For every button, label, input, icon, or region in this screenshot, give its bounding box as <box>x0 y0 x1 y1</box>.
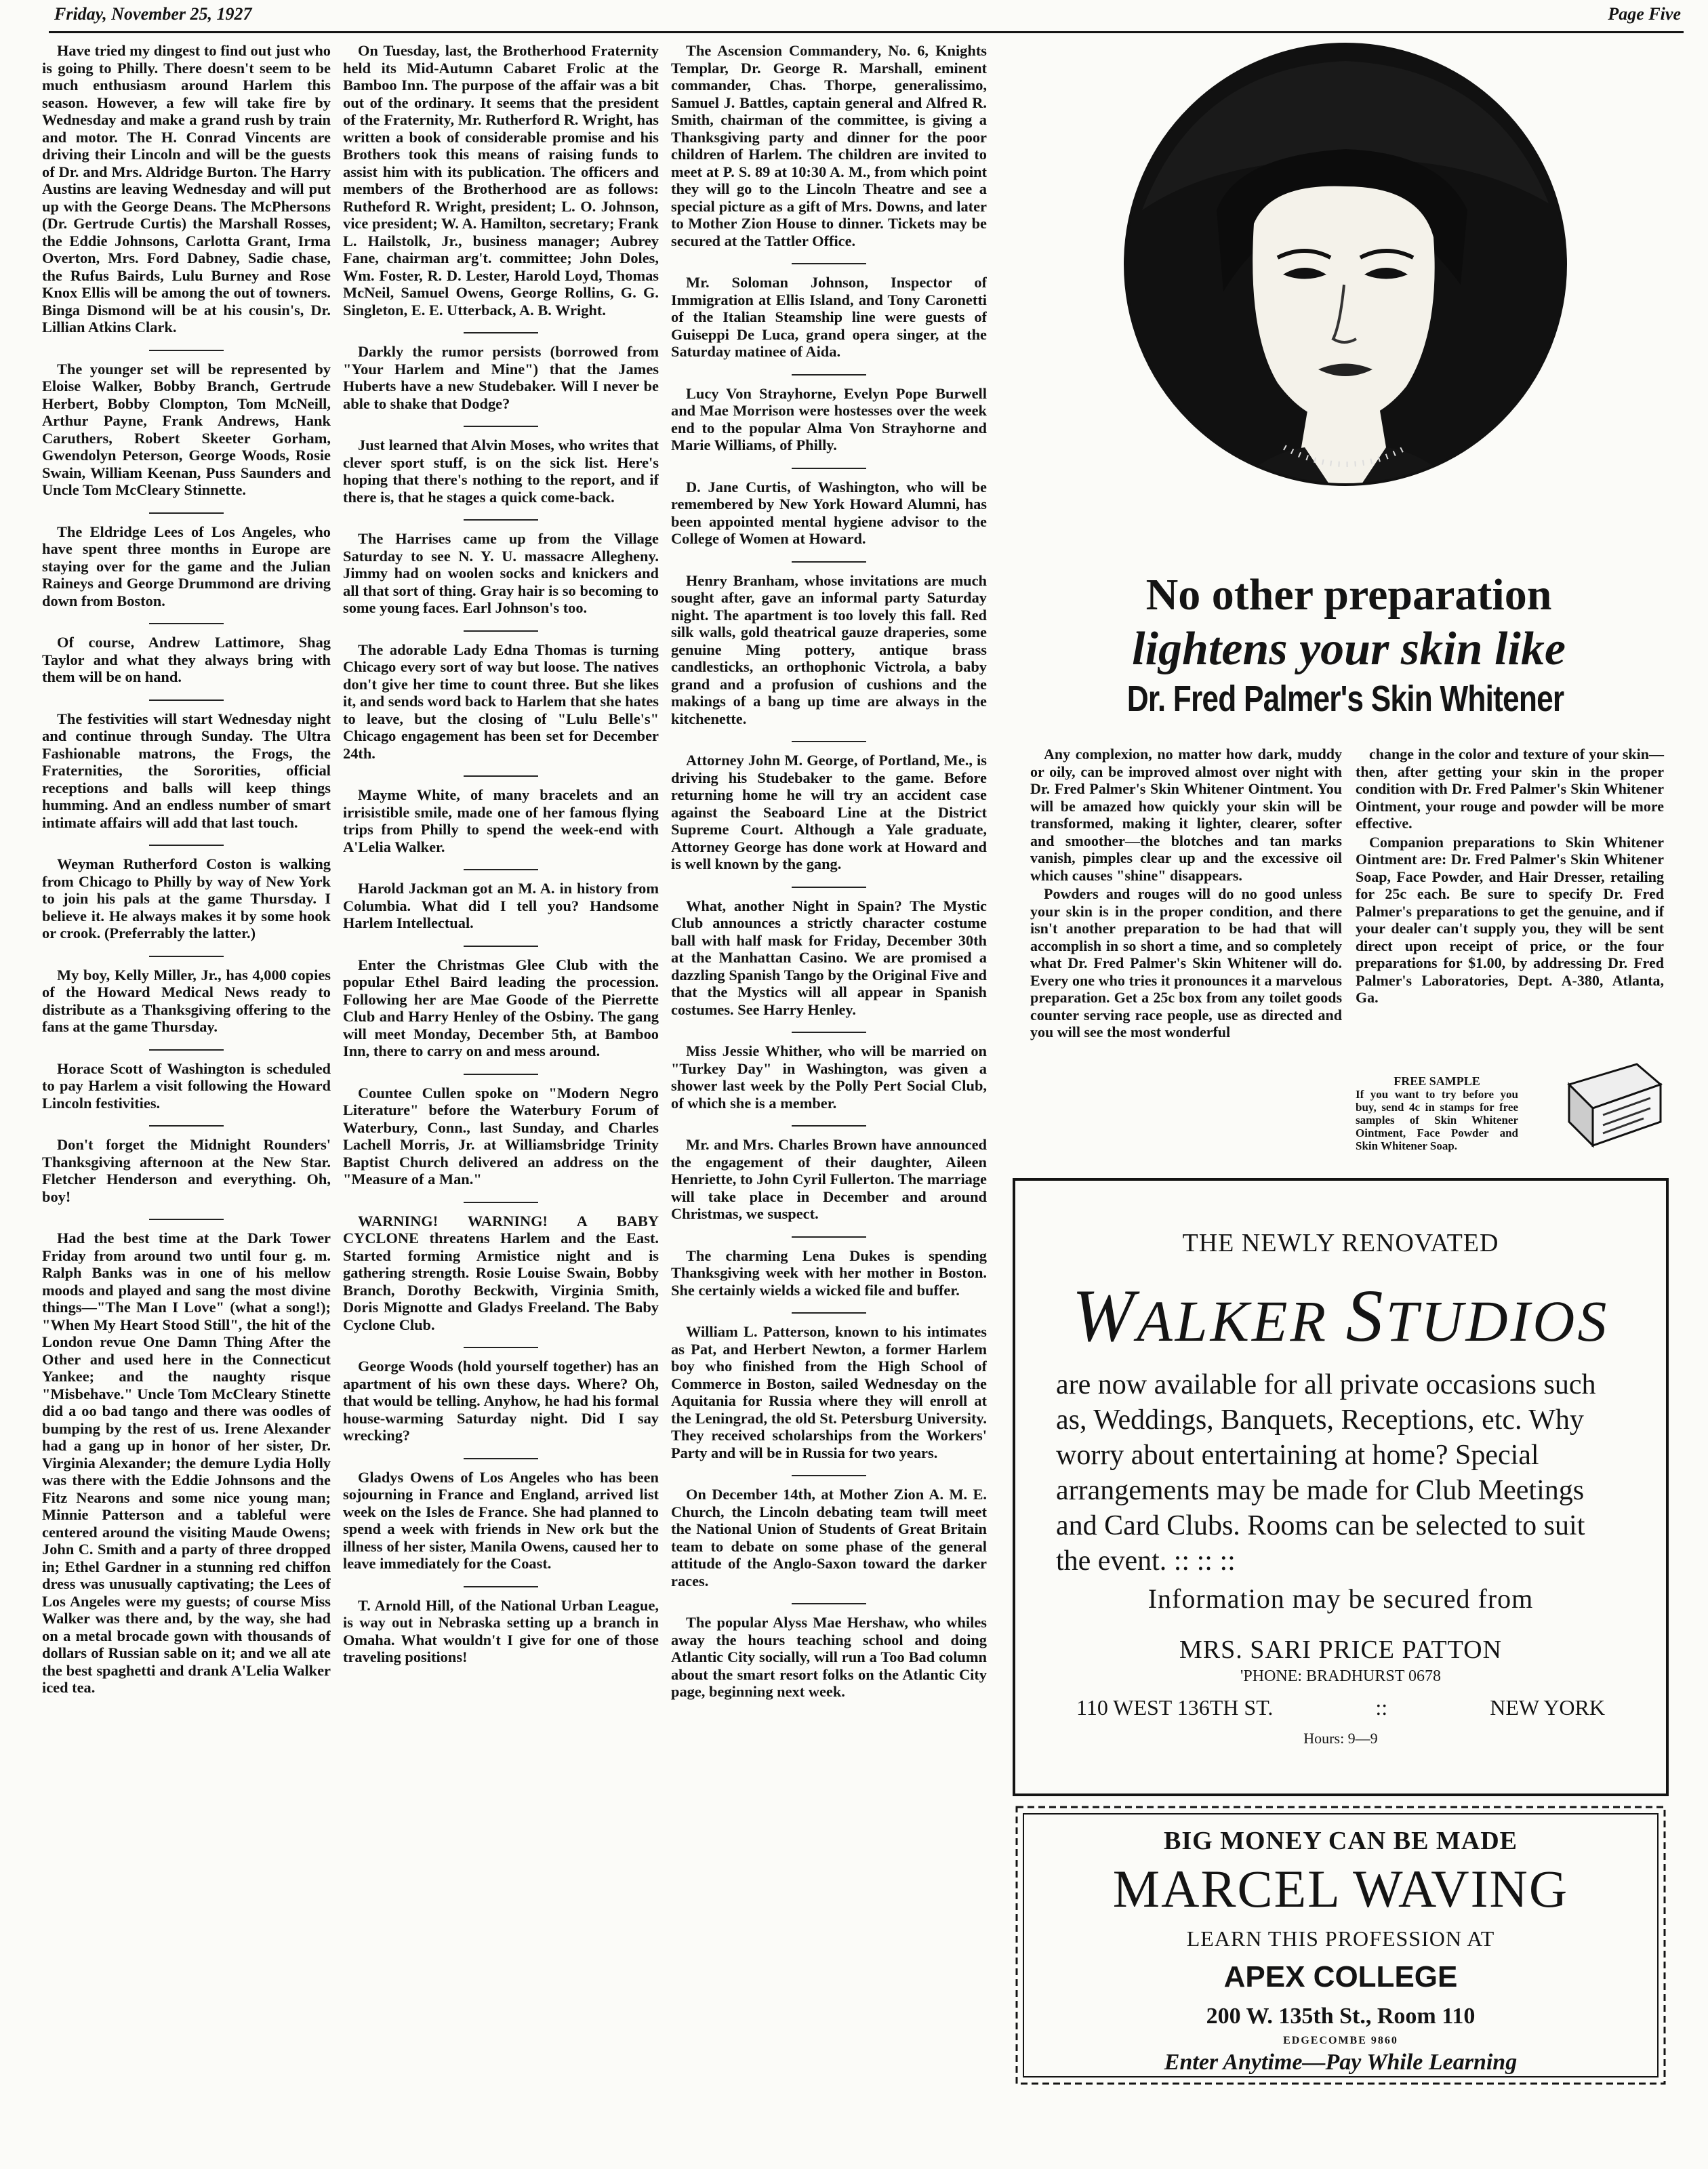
column-item: Weyman Rutherford Coston is walking from Chicago to Philly by way of New York to join his pals at the game Thursday. I believe it. He always makes it by some hook or crook. (Preferrably the latter.) <box>42 855 331 941</box>
item-separator <box>792 468 866 469</box>
name-part: ALKER <box>1137 1289 1346 1354</box>
ad-paragraph: Companion preparations to Skin Whitener Ointment are: Dr. Fred Palmer's Skin Whitener Soap, Face Powder, and Hair Dresser, retailing for 25c each. Be sure to specify Dr. Fred Palmer's preparations to get the genuine, and if your dealer can't supply you, they will be sent direct upon receipt of price, or the four preparations for $1.00, by addressing Dr. Fred Palmer's Laboratories, Dept. A-380, Atlanta, Ga. <box>1356 833 1664 1006</box>
ad-body-right <box>1356 746 1664 1152</box>
woman-portrait-illustration <box>1115 41 1576 529</box>
column-item: Gladys Owens of Los Angeles who has been sojourning in France and England, arrived list week on the Isles de France. She had planned to spend a week with friends in New ork but the illness of her sister, Manila Owens, caused her to leave immediately for the Coast. <box>343 1468 659 1572</box>
item-separator <box>792 1236 866 1238</box>
ad-walker-body: are now available for all private occasions such as, Weddings, Banquets, Receptions, etc. Why worry about entertaining at home? Special arrangements may be made for Club Meetings and Card Clubs. Rooms can be selected to suit the event. :: :: :: <box>1056 1369 1596 1577</box>
column-item: Lucy Von Strayhorne, Evelyn Pope Burwell and Mae Morrison were hostesses over the week end to the popular Alma Von Strayhorne and Marie Williams, of Philly. <box>671 384 987 453</box>
ad-marcel-line7: Enter Anytime—Pay While Learning <box>1164 2050 1518 2075</box>
ad-headline-1: No other preparation <box>1145 570 1552 620</box>
column-item: Mayme White, of many bracelets and an irrisistible smile, made one of her famous flying trips from Philly to spend the week-end with A'Lelia Walker. <box>343 786 659 855</box>
item-separator <box>464 775 538 777</box>
ad-walker-name <box>1015 1273 1666 1359</box>
free-sample-box <box>1356 1075 1518 1152</box>
item-separator <box>464 426 538 427</box>
item-separator <box>464 332 538 333</box>
column-item: Darkly the rumor persists (borrowed from "Your Harlem and Mine") that the James Huberts have a new Studebaker. Will I never be able to shake that Dodge? <box>343 343 659 412</box>
item-separator <box>792 263 866 264</box>
item-separator <box>792 741 866 742</box>
column-item: Had the best time at the Dark Tower Friday from around two until four g. m. Ralph Banks was in one of his mellow moods and played and sang the most divine things—"The Man I Love" (what a song!); "When My Heart Stood Still", the hit of the London revue One Damn Thing After the Other and used here in the Connecticut Yankee; and the naughty risque "Misbehave." Uncle Tom McCleary Stinette did a oo bad tango and there was oodles of bumping by the rest of us. Irene Alexander had a gang up in honor of her sister, Dr. Virginia Alexander; the demure Lydia Holly was there with the Eddie Johnsons and the Fitz Nearons and some nice young man; Minnie Patterson and a tableful were centered around the visiting Maude Owens; John C. Smith and a party of three dropped in; Ethel Gardner in a stunning red chiffon dress was unusually captivating; the Lees of Los Angeles were my guests; of course Miss Walker was there and, by the way, she had on a metal brocade gown with thousands of dollars of Russian sable on it; and we all ate the best spaghetti and drank A'Lelia Walker iced tea. <box>42 1230 331 1696</box>
column-item: The popular Alyss Mae Hershaw, who whiles away the hours teaching school and doing Atlantic City socially, will run a Too Bad column about the smart resort folks on the Atlantic City page, beginning next week. <box>671 1614 987 1700</box>
ad-paragraph: Powders and rouges will do no good unless your skin is in the proper condition, and there isn't another preparation to be had that will accomplish in so short a time, and so completely what Dr. Fred Palmer's Skin Whitener will do. Every one who tries it pronounces it a marvelous preparation. Get a 25c box from any toilet goods counter serving race people, use as directed and you will see the most wonderful <box>1030 885 1342 1040</box>
item-separator <box>149 512 224 514</box>
free-sample-text: If you want to try before you buy, send 4c in stamps for free samples of Skin Whitener Ointment, Face Powder and Skin Whitener Soap. <box>1356 1088 1518 1152</box>
ad-walker-contact: MRS. SARI PRICE PATTON <box>1179 1636 1503 1664</box>
item-separator <box>792 1312 866 1314</box>
ad-walker-address-row <box>1015 1695 1666 1720</box>
item-separator <box>464 1347 538 1348</box>
ad-walker-hours: Hours: 9—9 <box>1303 1730 1378 1747</box>
page-date: Friday, November 25, 1927 <box>54 4 252 24</box>
product-box-icon <box>1562 1057 1664 1152</box>
walker-studios-ad <box>1013 1178 1669 1796</box>
column-item: My boy, Kelly Miller, Jr., has 4,000 copies of the Howard Medical News ready to distribute as a Thanksgiving offering to the fans at the game Thursday. <box>42 966 331 1035</box>
item-separator <box>792 887 866 888</box>
ad-body-left <box>1030 746 1342 1042</box>
item-separator <box>792 1032 866 1033</box>
item-separator <box>792 374 866 376</box>
ad-marcel-line2: MARCEL WAVING <box>1112 1859 1569 1918</box>
column-item: Miss Jessie Whither, who will be married on "Turkey Day" in Washington, was given a shower last week by the Polly Pert Social Club, of which she is a member. <box>671 1042 987 1112</box>
column-item: WARNING! WARNING! A BABY CYCLONE threatens Harlem and the East. Started forming Armistice night and is gathering strength. Rosie Louise Swain, Bobby Branch, Dorothy Beckwith, Virginia Smith, Doris Mignotte and Gladys Freeland. The Baby Cyclone Club. <box>343 1212 659 1333</box>
ad-walker-sep: :: <box>1375 1695 1388 1720</box>
column-item: The charming Lena Dukes is spending Thanksgiving week with her mother in Boston. She certainly wields a wicked file and buffer. <box>671 1246 987 1299</box>
column-item: The Harrises came up from the Village Saturday to see N. Y. U. massacre Allegheny. Jimmy had on woolen socks and knickers and all that sort of thing. Gray hair is so becoming to some young faces. Earl Johnson's too. <box>343 530 659 616</box>
column-1 <box>42 42 331 2143</box>
ad-marcel-line4: APEX COLLEGE <box>1223 1960 1458 1993</box>
ad-walker-top: THE NEWLY RENOVATED <box>1182 1229 1499 1257</box>
column-item: Enter the Christmas Glee Club with the popular Ethel Baird leading the procession. Following her are Mae Goode of the Pierrette Club and Harry Henley of the Osbiny. The gang will meet Monday, December 5th, at Bamboo Inn, there to carry on and mess around. <box>343 956 659 1059</box>
column-item: The adorable Lady Edna Thomas is turning Chicago every sort of way but loose. The natives don't give her time to count three. But she likes it, and sends word back to Harlem that she hates to leave, but the closing of "Lulu Belle's" Chicago engagement has been set for December 24th. <box>343 641 659 762</box>
column-item: George Woods (hold yourself together) has an apartment of his own these days. Where? Oh, that would be telling. Anyhow, he had his formal house-warming Saturday night. Did I say wrecking? <box>343 1358 659 1444</box>
item-separator <box>149 1049 224 1051</box>
ad-headline-3: Dr. Fred Palmer's Skin Whitener <box>1126 678 1564 719</box>
item-separator <box>464 1202 538 1203</box>
initial-w: W <box>1072 1274 1137 1357</box>
column-3 <box>671 42 987 2143</box>
column-item: William L. Patterson, known to his intimates as Pat, and Herbert Newton, a former Harlem boy who finished from the High School of Commerce in Boston, sailed Wednesday on the Aquitania for Russia where they will enroll at the Leningrad, the old St. Petersburg University. They received scholarships from the Workers' Party and will be in Russia for two years. <box>671 1323 987 1461</box>
ad-walker-address: 110 WEST 136TH ST. <box>1076 1695 1274 1720</box>
ad-paragraph: Any complexion, no matter how dark, muddy or oily, can be improved almost over night with Dr. Fred Palmer's Skin Whitener Ointment. You will be amazed how quickly your skin will be transformed, making it lighter, clearer, softer and smoother—the blotches and tan marks vanish, pimples clear up and the excessive oil which causes "shine" disappears. <box>1030 746 1342 884</box>
item-separator <box>149 350 224 351</box>
page-number: Page Five <box>1608 4 1681 24</box>
column-item: The festivities will start Wednesday night and continue through Sunday. The Ultra Fashionable matrons, the Frogs, the Fraternities, the Sororities, official receptions and balls will keep things humming. And an endless number of smart intimate affairs will add that last touch. <box>42 710 331 831</box>
item-separator <box>464 946 538 947</box>
column-item: D. Jane Curtis, of Washington, who will be remembered by New York Howard Alumni, has been appointed mental hygiene advisor to the College of Women at Howard. <box>671 478 987 547</box>
item-separator <box>149 700 224 701</box>
column-item: Have tried my dingest to find out just who is going to Philly. There doesn't seem to be much enthusiasm around Harlem this season. However, a few will take fire by Wednesday and make a grand rush by train and motor. The H. Conrad Vincents are driving their Lincoln and will be the guests of Dr. and Mrs. Aldridge Burton. The Harry Austins are leaving Wednesday and will put up with the George Deans. The McPhersons (Dr. Gertrude Curtis) the Marshall Rosses, the Eddie Johnsons, Carlotta Grant, Irma Overton, Mrs. Ford Dabney, Sadie chase, the Rufus Bairds, Lulu Burney and Rose Knox Ellis will be among the out of towners. Binga Dismond will be at his cousin's, Dr. Lillian Atkins Clark. <box>42 42 331 336</box>
column-item: Harold Jackman got an M. A. in history from Columbia. What did I tell you? Handsome Harlem Intellectual. <box>343 880 659 931</box>
initial-s: S <box>1345 1274 1386 1357</box>
item-separator <box>464 1458 538 1459</box>
item-separator <box>792 1603 866 1604</box>
column-item: Mr. Soloman Johnson, Inspector of Immigration at Ellis Island, and Tony Caronetti of the Italian Steamship line were guests of Guiseppi De Luca, grand opera singer, at the Saturday matinee of Aida. <box>671 274 987 360</box>
item-separator <box>464 1586 538 1587</box>
column-item: Attorney John M. George, of Portland, Me., is driving his Studebaker to the game. Before returning home he will try an accident case against the Seaboard Line at the District Supreme Court. Although a Yale graduate, Attorney George has done work at Howard and is well known by the gang. <box>671 752 987 872</box>
item-separator <box>792 561 866 563</box>
column-item: The Ascension Commandery, No. 6, Knights Templar, Dr. George R. Marshall, eminent commander, Chas. Thorpe, generalissimo, Samuel J. Battles, captain general and Alfred R. Smith, chairman of the committee, is giving a Thanksgiving party and dinner for the poor children of Harlem. The children are invited to meet at P. S. 89 at 10:30 A. M., from which point they will go to the Lincoln Theatre and see a special picture as a gift of Mrs. Downs, and later to Mother Zion House to dinner. Tickets may be secured at the Tattler Office. <box>671 42 987 249</box>
ad-walker-info: Information may be secured from <box>1147 1583 1534 1614</box>
ad-marcel-line6: EDGECOMBE 9860 <box>1283 2035 1398 2046</box>
ad-walker-city: NEW YORK <box>1490 1695 1605 1720</box>
column-item: On December 14th, at Mother Zion A. M. E. Church, the Lincoln debating team twill meet the National Union of Students of Great Britain team to debate on some phase of the general attitude of the Anglo-Saxon toward the darker races. <box>671 1486 987 1589</box>
column-item: Of course, Andrew Lattimore, Shag Taylor and what they always bring with them will be on hand. <box>42 634 331 685</box>
column-item: The younger set will be represented by Eloise Walker, Bobby Branch, Gertrude Herbert, Bobby Clompton, Tom McNeill, Arthur Payne, Frank Andrews, Hank Caruthers, Robert Skeeter Gorham, Gwendolyn Peterson, George Woods, Rosie Swain, William Keenan, Puss Saunders and Uncle Tom McCleary Stinnette. <box>42 360 331 498</box>
column-item: T. Arnold Hill, of the National Urban League, is way out in Nebraska setting up a branch in Omaha. What wouldn't I give for one of those traveling positions! <box>343 1596 659 1665</box>
marcel-waving-ad <box>1013 1803 1669 2088</box>
item-separator <box>464 869 538 870</box>
ad-headline-2: lightens your skin like <box>1132 623 1566 675</box>
column-item: Don't forget the Midnight Rounders' Thanksgiving afternoon at the New Star. Fletcher Henderson and everything. Oh, boy! <box>42 1136 331 1205</box>
column-item: Countee Cullen spoke on "Modern Negro Literature" before the Waterbury Forum of Waterbury, Conn., last Sunday, and Charles Lachell Morris, Jr. at Williamsbridge Trinity Baptist Church delivered an address on the "Measure of a Man." <box>343 1084 659 1188</box>
name-part: TUDIOS <box>1385 1289 1610 1354</box>
item-separator <box>149 845 224 846</box>
ad-marcel-line3: LEARN THIS PROFESSION AT <box>1186 1926 1495 1951</box>
ad-paragraph: change in the color and texture of your skin—then, after getting your skin in the proper condition with Dr. Fred Palmer's Skin Whitener Ointment, your rouge and powder will be more effective. <box>1356 746 1664 832</box>
column-item: Horace Scott of Washington is scheduled to pay Harlem a visit following the Howard Lincoln festivities. <box>42 1059 331 1112</box>
ad-walker-phone: 'PHONE: BRADHURST 0678 <box>1240 1667 1441 1685</box>
item-separator <box>149 956 224 957</box>
header-rule <box>49 31 1684 33</box>
item-separator <box>149 623 224 624</box>
item-separator <box>792 1475 866 1476</box>
column-2 <box>343 42 659 2143</box>
column-item: Just learned that Alvin Moses, who writes that clever sport stuff, is on the sick list. Here's hoping that there's nothing to the report, and if there is, that he stages a quick come-back. <box>343 437 659 506</box>
column-item: Henry Branham, whose invitations are much sought after, gave an informal party Saturday night. The apartment is too lovely this fall. Red silk walls, gold theatrical gauze draperies, some genuine Ming pottery, antique brass candlesticks, an orthophonic Victrola, a baby grand and a profusion of cushions and the makings of a bang up time are always in the kitchenette. <box>671 571 987 727</box>
skin-whitener-ad <box>1010 41 1674 1166</box>
item-separator <box>464 630 538 632</box>
column-item: What, another Night in Spain? The Mystic Club announces a strictly character costume ball with half mask for Friday, December 30th at the Manhattan Casino. We are promised a dazzling Spanish Tango by the Original Five and that the Mystics will all appear in Spanish costumes. See Harry Henley. <box>671 897 987 1018</box>
item-separator <box>464 1074 538 1075</box>
column-item: On Tuesday, last, the Brotherhood Fraternity held its Mid-Autumn Cabaret Frolic at the Bamboo Inn. The purpose of the affair was a bit out of the ordinary. It seems that the president of the Fraternity, Mr. Rutherford R. Wright, has written a book of considerable promise and his Brothers took this means of raising funds to assist him with its publication. The officers and members of the Brotherhood are as follows: Rutheford R. Wright, president; L. O. Johnson, vice president; W. A. Hamilton, secretary; Frank L. Hailstolk, Jr., business manager; Aubrey Fane, chairman arg't. committee; John Doles, Wm. Foster, R. D. Lester, Harold Loyd, Thomas McNeil, Samuel Owens, George Rollins, G. G. Singleton, E. E. Utterback, A. B. Wright. <box>343 42 659 319</box>
item-separator <box>464 519 538 521</box>
item-separator <box>792 1125 866 1127</box>
ad-marcel-line1: BIG MONEY CAN BE MADE <box>1163 1827 1518 1855</box>
free-sample-title: FREE SAMPLE <box>1394 1074 1480 1088</box>
column-item: The Eldridge Lees of Los Angeles, who have spent three months in Europe are staying over for the game and the Julian Raineys and George Drummond are driving down from Boston. <box>42 523 331 609</box>
column-item: Mr. and Mrs. Charles Brown have announced the engagement of their daughter, Aileen Henriette, to John Cyril Fullerton. The marriage will take place in December and around Christmas, we suspect. <box>671 1136 987 1222</box>
item-separator <box>149 1219 224 1220</box>
item-separator <box>149 1125 224 1127</box>
ad-marcel-line5: 200 W. 135th St., Room 110 <box>1206 2004 1476 2029</box>
